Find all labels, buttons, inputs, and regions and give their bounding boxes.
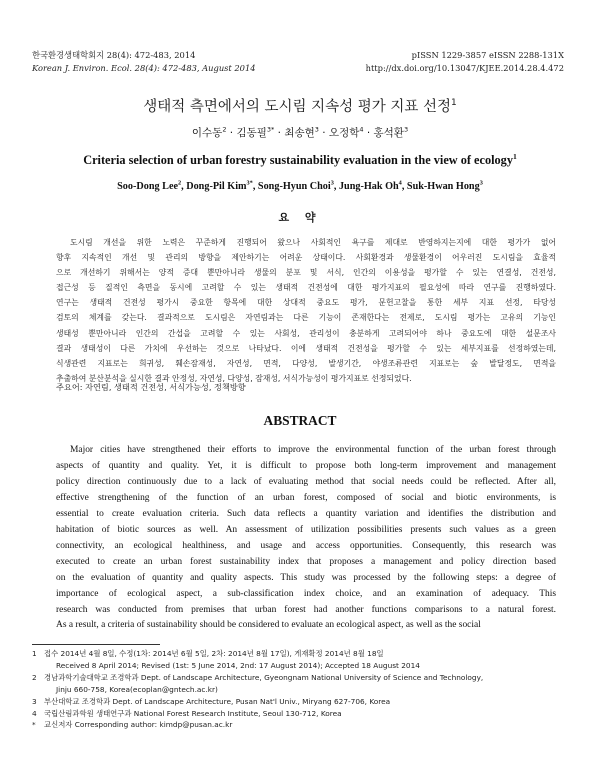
english-author-affiliation-mark: 3: [330, 179, 334, 187]
footnote-line: 경남과학기술대학교 조경학과 Dept. of Landscape Architecture, Gyeongnam National University of Science and Technology,: [44, 672, 484, 682]
journal-citation-korean: 한국환경생태학회지 28(4): 472-483, 2014: [32, 50, 196, 60]
korean-abstract-heading: 요 약: [278, 211, 322, 224]
korean-abstract-line: 결과 생태성이 다른 가치에 우선하는 것으로 나타났다. 이에 생태적 건전성을 평가할 수 있는 세부지표를 선정하였는데,: [56, 343, 556, 353]
footnote-item: [32, 672, 564, 696]
english-author-name: Song-Hyun Choi: [257, 181, 331, 192]
korean-title: [0, 95, 600, 116]
footnote-line: 교신저자 Corresponding author: kimdp@pusan.ac.kr: [44, 720, 233, 730]
english-abstract-line: aspects of quantity and quality. Yet, it is difficult to propose both long-term improvement and management: [56, 460, 556, 471]
english-abstract-line: essential to create evaluation criteria. Such data reflects a quantity variation and identifies the distribution and: [56, 508, 556, 519]
korean-author-affiliation-mark: 2: [222, 125, 227, 134]
korean-author-separator: ·: [274, 127, 285, 139]
footnote-marker: *: [32, 720, 36, 730]
footnote-line: 접수 2014년 4월 8일, 수정(1차: 2014년 6월 5일, 2차: 2014년 8월 17일), 게재확정 2014년 8월 18일: [44, 649, 384, 658]
korean-title-footnote-mark: 1: [451, 98, 457, 109]
english-author-separator: ,: [401, 181, 407, 192]
footnote-item: [32, 708, 564, 720]
korean-abstract-line: 으로 개선하기 위해서는 양적 증대 뿐만아니라 생물의 분포 및 서식, 인간의 이용성을 평가할 수 있는 연결성, 건전성,: [56, 268, 556, 278]
english-author-list: [0, 181, 600, 192]
korean-abstract-line: 도시림 개선을 위한 노력은 꾸준하게 진행되어 왔으나 사회적인 욕구를 제대로 반영하지는지에 대한 평가가 없어: [70, 238, 556, 247]
korean-title-text: 생태적 측면에서의 도시림 지속성 평가 지표 선정: [143, 99, 452, 115]
english-author-affiliation-mark: 3: [479, 179, 483, 187]
footnote-list: [32, 648, 564, 731]
korean-author-name: 최송현: [284, 127, 315, 139]
journal-identifiers: [366, 49, 564, 75]
english-abstract-line: research was conducted from premises that urban forest had another functions comparisons to a natural forest.: [56, 604, 556, 615]
english-abstract-line: effective strengthening of the function of an urban forest, composed of social and biotic environments, is: [56, 492, 556, 503]
english-abstract-line: on the evaluation of quantity and quality aspects. This study was processed by the following steps: a degree of: [56, 572, 556, 583]
korean-author-separator: ·: [318, 127, 329, 139]
english-abstract-body: [56, 443, 556, 634]
korean-keywords: 주요어: 자연림, 생태적 건전성, 서식가능성, 정책방향: [56, 382, 246, 392]
footnote-marker: 2: [32, 672, 37, 682]
korean-author-list: [0, 125, 600, 140]
english-title-text: Criteria selection of urban forestry sustainability evaluation in the view of ecology: [83, 153, 513, 167]
english-abstract-heading: ABSTRACT: [263, 413, 337, 428]
korean-author-name: 이수동: [191, 127, 223, 139]
korean-author-name: 오정학: [328, 127, 360, 139]
korean-author-affiliation-mark: 3: [403, 125, 409, 134]
footnote-line: 국립산림과학원 생태연구과 National Forest Research Institute, Seoul 130-712, Korea: [44, 708, 342, 718]
english-abstract-line: policy direction continuously due to a lack of evaluating method that social needs could be reflected. After all,: [56, 476, 556, 487]
korean-author-affiliation-mark: 3: [314, 125, 319, 134]
english-author-affiliation-mark: 2: [177, 179, 182, 187]
korean-author-name: 김동필: [236, 127, 267, 139]
doi-link[interactable]: http://dx.doi.org/10.13047/KJEE.2014.28.4.472: [365, 63, 564, 73]
korean-abstract-body: [56, 235, 556, 386]
english-author-affiliation-mark: 3*: [246, 179, 253, 187]
english-title: [0, 153, 600, 168]
korean-abstract-line: 향후 지속적인 개선 및 관리의 방향을 제안하기는 어려운 상태이다. 사회환경과 생물환경이 어우러진 도시림을 효율적: [56, 253, 556, 263]
english-author-separator: ,: [333, 181, 339, 192]
korean-author-name: 홍석환: [373, 127, 404, 139]
korean-author-separator: ·: [363, 127, 374, 139]
korean-abstract-line: 식생관련 지표로는 희귀성, 훼손잠재성, 자연성, 면적, 다양성, 발생기간, 야생조류관련 지표로는 숲 발달정도, 면적을: [56, 358, 556, 368]
korean-author-affiliation-mark: 3*: [266, 125, 275, 134]
english-abstract-line: habitation of biotic sources as well. An assessment of utilization possibilities presents such values as a green: [56, 524, 556, 535]
english-author-separator: ,: [252, 181, 258, 192]
english-author-name: Suk-Hwan Hong: [406, 181, 480, 192]
footnote-line: Jinju 660-758, Korea(ecoplan@gntech.ac.kr): [56, 684, 218, 694]
korean-abstract-line: 생태성 뿐만아니라 인간의 간섭을 고려할 수 있는 사회성, 관리성이 충분하게 고려되어야 하나 중요도에 대한 설문조사: [56, 328, 556, 338]
korean-abstract-line: 연구는 생태적 건전성 평가시 중요한 항목에 대한 상대적 중요도 평가, 문헌고찰을 통한 세부 지표 선정, 타당성: [56, 298, 556, 308]
korean-abstract-line: 추출하여 분산분석을 실시한 결과 안정성, 자연성, 다양성, 잠재성, 서식가능성이 평가지표로 선정되었다.: [56, 373, 412, 383]
english-abstract-line: importance of ecological aspect, a sub-classification index choice, and an examination of adequacy. This: [56, 588, 556, 599]
footnote-marker: 3: [32, 696, 37, 706]
footnote-line: 부산대학교 조경학과 Dept. of Landscape Architecture, Pusan Nat'l Univ., Miryang 627-706, Korea: [44, 696, 391, 706]
footnote-item: [32, 648, 564, 672]
footnote-item: [32, 696, 564, 708]
english-author-name: Dong-Pil Kim: [186, 181, 247, 192]
english-abstract-line: connectivity, an ecological healthiness, and usage and access opportunities. Consequently, this research was: [56, 540, 556, 551]
korean-author-affiliation-mark: 4: [359, 125, 364, 134]
english-author-affiliation-mark: 4: [398, 179, 402, 187]
english-author-name: Jung-Hak Oh: [338, 181, 399, 192]
footnote-marker: 1: [32, 649, 37, 658]
english-author-separator: ,: [181, 181, 187, 192]
footnote-item: [32, 719, 564, 731]
english-abstract-line: As a result, a criteria of sustainability should be considered to evaluate an ecological aspect, as well as the social: [56, 620, 481, 631]
english-abstract-line: Major cities have strengthened their efforts to improve the environmental function of the urban forest through: [70, 445, 556, 455]
english-author-name: Soo-Dong Lee: [117, 181, 178, 192]
korean-author-separator: ·: [226, 127, 237, 139]
korean-abstract-line: 검토의 체계를 갖는다. 결과적으로 도시림은 자연림과는 다른 기능이 존재한다는 전제로, 도시림 평가는 고유의 기능인: [56, 313, 556, 323]
issn-label: pISSN 1229-3857 eISSN 2288-131X: [411, 50, 564, 60]
footnote-divider: [32, 644, 160, 645]
journal-citation-english: Korean J. Environ. Ecol. 28(4): 472-483, August 2014: [32, 63, 256, 73]
english-title-footnote-mark: 1: [512, 151, 517, 161]
journal-citation: [32, 49, 256, 75]
footnote-line: Received 8 April 2014; Revised (1st: 5 June 2014, 2nd: 17 August 2014); Accepted 18 August 2014: [56, 660, 420, 670]
english-abstract-line: executed to create an urban forest sustainability index that proposes a management and policy direction based: [56, 556, 556, 567]
footnote-marker: 4: [32, 708, 37, 718]
korean-abstract-line: 접근성 등 질적인 측면을 동시에 고려할 수 있는 생태적 건전성에 대한 평가지표의 필요성에 따라 연구를 진행하였다.: [56, 283, 556, 293]
